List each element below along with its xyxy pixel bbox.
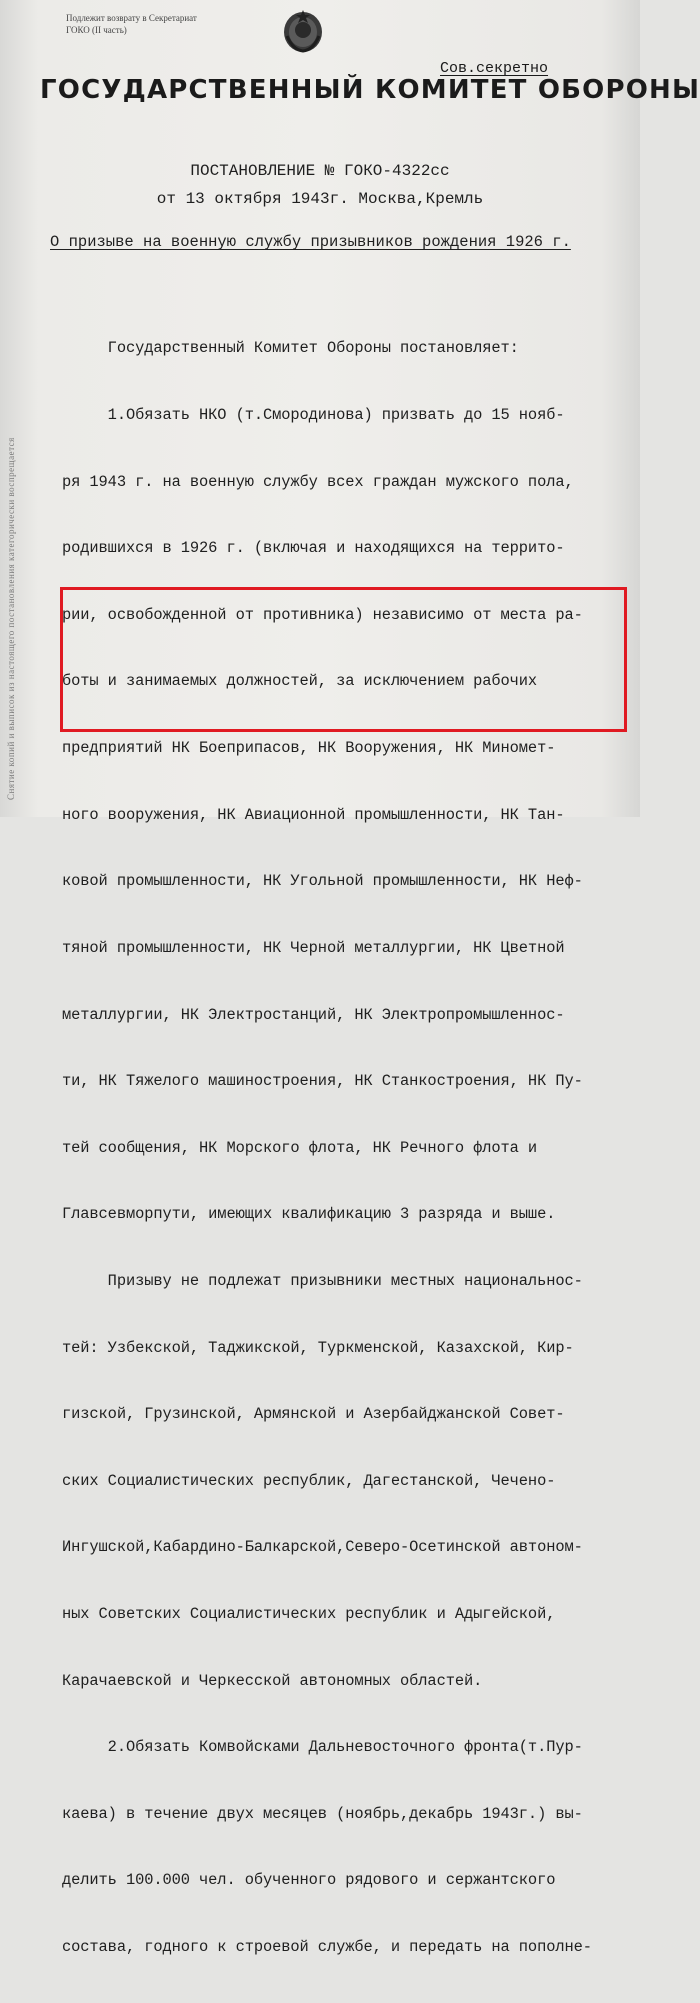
text-line: каева) в течение двух месяцев (ноябрь,декабрь 1943г.) вы- — [62, 1804, 583, 1823]
text-line: ских Социалистических республик, Дагестанской, Чечено- — [62, 1471, 556, 1490]
text-line: ковой промышленности, НК Угольной промышленности, НК Неф- — [62, 872, 583, 891]
text-line: ти, НК Тяжелого машиностроения, НК Станкостроения, НК Пу- — [62, 1072, 583, 1091]
committee-title: ГОСУДАРСТВЕННЫЙ КОМИТЕТ ОБОРОНЫ — [40, 75, 700, 105]
text-line: предприятий НК Боеприпасов, НК Вооружения, НК Миномет- — [62, 739, 556, 758]
text-line: Государственный Комитет Обороны постановляет: — [62, 339, 519, 358]
decree-number: ПОСТАНОВЛЕНИЕ № ГОКО-4322сс — [190, 162, 450, 180]
text-line: Ингушской,Кабардино-Балкарской,Северо-Осетинской автоном- — [62, 1538, 583, 1557]
state-emblem-icon — [281, 6, 325, 54]
text-line: ного вооружения, НК Авиационной промышленности, НК Тан- — [62, 805, 565, 824]
text-line: 2.Обязать Комвойсками Дальневосточного фронта(т.Пур- — [62, 1738, 583, 1757]
text-line: тей сообщения, НК Морского флота, НК Речного флота и — [62, 1138, 538, 1157]
text-line: металлургии, НК Электростанций, НК Электропромышленнос- — [62, 1005, 565, 1024]
highlight-box — [60, 587, 627, 732]
text-line: делить 100.000 чел. обученного рядового и сержантского — [62, 1871, 556, 1890]
text-line: гизской, Грузинской, Армянской и Азербайджанской Совет- — [62, 1405, 565, 1424]
side-margin-note: Снятие копий и выписок из настоящего постановления категорически воспрещается — [6, 437, 16, 800]
text-line: Карачаевской и Черкесской автономных областей. — [62, 1671, 483, 1690]
decree-date-place: от 13 октября 1943г. Москва,Кремль — [156, 190, 484, 208]
secrecy-stamp: Сов.секретно — [440, 60, 549, 77]
decree-body — [62, 293, 632, 2003]
corner-note — [66, 12, 197, 36]
decree-subject: О призыве на военную службу призывников рождения 1926 г. — [50, 233, 571, 251]
text-line: рии, освобожденной от противника) независимо от места ра- — [62, 605, 583, 624]
text-line: родившихся в 1926 г. (включая и находящихся на террито- — [62, 539, 565, 558]
text-line: 1.Обязать НКО (т.Смородинова) призвать до 15 нояб- — [62, 406, 565, 425]
text-line: Призыву не подлежат призывники местных национальнос- — [62, 1271, 583, 1290]
text-line: тяной промышленности, НК Черной металлургии, НК Цветной — [62, 938, 565, 957]
corner-note-line: ГОКО (II часть) — [66, 25, 127, 35]
corner-note-line: Подлежит возврату в Секретариат — [66, 13, 197, 23]
text-line: состава, годного к строевой службе, и передать на пополне- — [62, 1938, 592, 1957]
text-line: боты и занимаемых должностей, за исключением рабочих — [62, 672, 538, 691]
text-line: Главсевморпути, имеющих квалификацию 3 разряда и выше. — [62, 1205, 556, 1224]
text-line: тей: Узбекской, Таджикской, Туркменской, Казахской, Кир- — [62, 1338, 574, 1357]
text-line: ных Советских Социалистических республик и Адыгейской, — [62, 1604, 556, 1623]
text-line: ря 1943 г. на военную службу всех граждан мужского пола, — [62, 472, 574, 491]
